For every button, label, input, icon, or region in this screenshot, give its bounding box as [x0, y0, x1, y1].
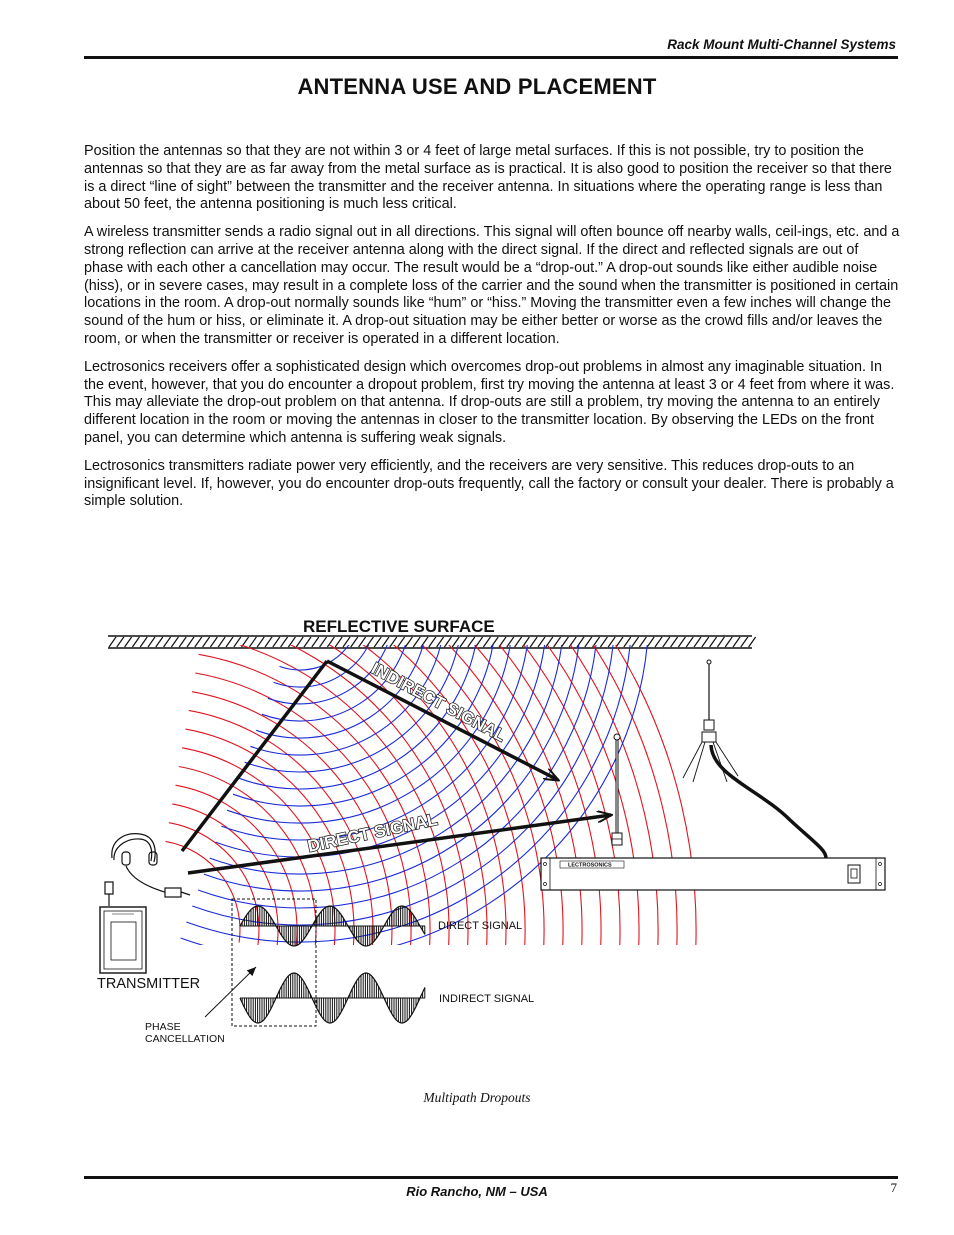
reflective-surface — [108, 636, 756, 648]
receiver — [541, 858, 885, 890]
indirect-signal-label: INDIRECT SIGNAL — [368, 658, 509, 746]
paragraph: A wireless transmitter sends a radio signal out in all directions. This signal will often bounce off nearby walls, ceil-ings, etc. and a strong reflection can arrive at the receiver antenna along with the direct signal. If the direct and reflected signals are out of phase with each other a cancellation may occur. The result would be a “drop-out.” A drop-out sounds like either audible noise (hiss), or in severe cases, may result in a complete loss of the carrier and the sound when the transmitter is positioned in certain locations in the room. A drop-out normally sounds like “hum” or “hiss.” Moving the transmitter even a few inches will change the sound of the hum or hiss, or eliminate it. A drop-out situation may be either better or worse as the crowd fills and/or leaves the room, or when the transmitter or receiver is operated in a different location. — [84, 224, 900, 347]
page-title: ANTENNA USE AND PLACEMENT — [297, 74, 657, 99]
receiver-brand: LECTROSONICS — [568, 862, 612, 869]
phase-cancellation-label-line1: PHASE — [145, 1021, 181, 1033]
paragraph: Lectrosonics transmitters radiate power very efficiently, and the receivers are very sensitive. This reduces drop-outs to an insignificant level. If, however, you do encounter drop-outs frequently, call the factory or consult your dealer. There is probably a simple solution. — [84, 457, 894, 510]
wave-direct-label: DIRECT SIGNAL — [438, 920, 523, 932]
whip-antenna — [612, 734, 622, 845]
footer-rule — [84, 1176, 898, 1179]
footer-location: Rio Rancho, NM – USA — [406, 1184, 548, 1199]
phase-cancellation-label-line2: CANCELLATION — [145, 1033, 225, 1045]
paragraph: Position the antennas so that they are not within 3 or 4 feet of large metal surfaces. If this is not possible, try to position the antennas so that they are as far away from the metal surface as is practical. It is also good to position the receiver so that there is a direct “line of sight” between the transmitter and the receiver antenna. In situations where the operating range is less than about 50 feet, the antenna positioning is much less critical. — [84, 143, 892, 213]
direct-signal-label: DIRECT SIGNAL — [305, 809, 440, 856]
figure-caption: Multipath Dropouts — [423, 1090, 531, 1105]
reflective-surface-label: REFLECTIVE SURFACE — [303, 617, 495, 636]
power-switch — [848, 865, 860, 883]
page-number: 7 — [890, 1180, 897, 1195]
ground-plane-antenna — [683, 660, 826, 858]
wave-indirect-label: INDIRECT SIGNAL — [439, 993, 535, 1005]
running-header: Rack Mount Multi-Channel Systems — [667, 37, 896, 52]
transmitter-label: TRANSMITTER — [97, 976, 201, 992]
paragraph: Lectrosonics receivers offer a sophisticated design which overcomes drop-out problems in almost any imaginable situation. In the event, however, that you do encounter a dropout problem, first try moving the antenna at least 3 or 4 feet from where it was. This may alleviate the drop-out problem on that antenna. If drop-outs are still a problem, try moving the antenna to an entirely different location in the room or moving the antennas in closer to the transmitter location. By observing the LEDs on the front panel, you can determine which antenna is suffering weak signals. — [84, 358, 895, 446]
transmitter-icon — [100, 907, 146, 973]
